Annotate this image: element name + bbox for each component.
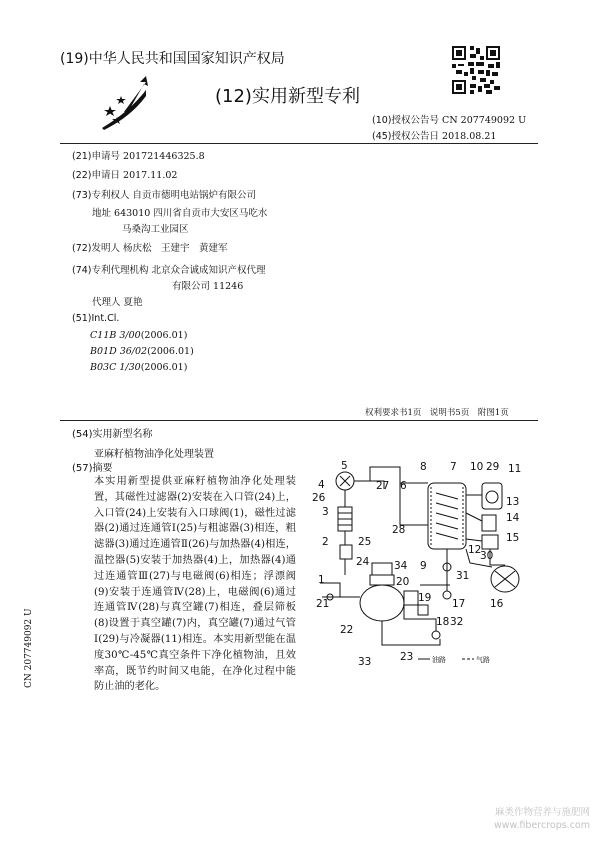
side-publication-number: CN 207749092 U — [24, 608, 34, 688]
pages-info: 权利要求书1页 说明书5页 附图1页 — [365, 408, 509, 418]
watermark-line-2: www.fibercrops.com — [493, 820, 590, 831]
publication-date — [372, 128, 496, 142]
ipc-label — [72, 313, 119, 324]
publication-date-value: 2018.08.21 — [442, 131, 497, 142]
stacked-sieve-shape — [436, 493, 458, 539]
label-30: 30 — [480, 550, 494, 562]
application-number — [72, 148, 205, 162]
document-type: (12)实用新型专利 — [215, 86, 360, 107]
publication-date-label: (45)授权公告日 — [372, 131, 440, 142]
legend-oil: 油路 — [432, 656, 446, 664]
section-divider — [60, 420, 538, 421]
label-28: 28 — [392, 524, 406, 536]
inventors-value: 杨庆松 王建宇 黄建军 — [123, 243, 228, 254]
publication-number-label: (10)授权公告号 — [372, 115, 440, 126]
ipc-version: (2006.01) — [147, 346, 194, 357]
label-12: 12 — [468, 544, 482, 556]
magnetic-filter-shape — [340, 545, 352, 559]
label-9: 9 — [420, 560, 427, 572]
publication-number — [372, 112, 526, 126]
ipc-entry — [90, 346, 194, 357]
label-32: 32 — [450, 616, 464, 628]
label-21: 21 — [316, 598, 330, 610]
watermark-line-1: 麻类作物营养与施肥网 — [494, 807, 590, 818]
issuing-office: (19)中华人民共和国国家知识产权局 — [60, 51, 285, 67]
application-number-value: 201721446325.8 — [123, 151, 205, 162]
address — [92, 205, 267, 219]
header-divider — [60, 143, 538, 144]
agent-label: 代理人 — [92, 297, 121, 308]
inventors — [72, 240, 228, 254]
patentee — [72, 187, 256, 201]
inventors-label: (72)发明人 — [72, 243, 121, 254]
patentee-value: 自贡市德明电站锅炉有限公司 — [132, 190, 257, 201]
label-11: 11 — [508, 463, 522, 475]
label-15: 15 — [506, 532, 520, 544]
address-label: 地址 — [92, 208, 112, 219]
ipc-version: (2006.01) — [140, 362, 188, 373]
abstract-section-label: (57)摘要 — [72, 463, 113, 474]
label-26: 26 — [312, 492, 326, 504]
agency-label: (74)专利代理机构 — [72, 265, 149, 276]
label-23: 23 — [400, 651, 414, 663]
label-14: 14 — [506, 512, 520, 524]
ipc-code: B03C 1/30 — [90, 362, 141, 373]
agency-line-1: 北京众合诚成知识产权代理 — [151, 265, 266, 276]
label-33: 33 — [358, 656, 372, 668]
label-19: 19 — [418, 592, 432, 604]
label-3: 3 — [322, 506, 329, 518]
ipc-code: C11B 3/00 — [90, 330, 141, 341]
label-6: 6 — [400, 480, 407, 492]
label-1: 1 — [318, 574, 325, 586]
label-2: 2 — [322, 536, 329, 548]
label-20: 20 — [396, 576, 410, 588]
ipc-code: B01D 36/02 — [90, 346, 148, 357]
label-10: 10 — [470, 461, 484, 473]
application-date-value: 2017.11.02 — [123, 170, 178, 181]
label-31: 31 — [456, 570, 470, 582]
utility-model-title: 亚麻籽植物油净化处理装置 — [94, 449, 214, 460]
address-line-1: 643010 四川省自贡市大安区马吃水 — [114, 208, 268, 219]
qr-code — [452, 46, 500, 94]
label-8: 8 — [420, 461, 427, 473]
ipc-entry — [90, 330, 187, 341]
application-number-label: (21)申请号 — [72, 151, 121, 162]
condenser-shape — [482, 483, 502, 509]
agency — [72, 262, 266, 276]
label-13: 13 — [506, 496, 520, 508]
label-16: 16 — [490, 598, 504, 610]
agent-value: 夏艳 — [123, 297, 143, 308]
apparatus-diagram — [300, 455, 530, 670]
ipc-entry — [90, 362, 187, 373]
label-29: 29 — [486, 461, 500, 473]
label-7: 7 — [450, 461, 457, 473]
application-date-label: (22)申请日 — [72, 170, 121, 181]
title-section-label: (54)实用新型名称 — [72, 429, 153, 440]
application-date — [72, 167, 177, 181]
lower-tank-shape — [360, 585, 404, 621]
abstract-text: 本实用新型提供亚麻籽植物油净化处理装置，其磁性过滤器(2)安装在入口管(24)上，入口管(24)上安装有入口球阀(1)，磁性过滤器(2)通过连通管Ⅰ(25)与粗滤器(3)相连，粗滤器(3)通过连通管Ⅱ(26)与加热器(4)相连，温控器(5)安装于加热器(4)上，加热器(4)通过连通管Ⅲ(27)与电磁阀(6)相连；浮漂阀(9)安装于连通管Ⅳ(28)上，电磁阀(6)通过连通管Ⅳ(28)与真空罐(7)相连，叠层筛板(8)设置于真空罐(7)内，真空罐(7)通过气管Ⅰ(29)与冷凝器(11)相连。本实用新型能在温度30℃-45℃真空条件下净化植物油，且效率高，既节约时间又电能，在净化过程中能防止油的老化。 — [94, 476, 296, 693]
label-34: 34 — [394, 560, 408, 572]
label-27: 27 — [376, 480, 390, 492]
address-line-2: 马桑沟工业园区 — [122, 224, 189, 235]
legend-gas: 气路 — [476, 656, 490, 664]
label-18: 18 — [436, 616, 450, 628]
ipc-label-text: (51)Int.Cl. — [72, 313, 120, 324]
cnipa-logo — [88, 72, 150, 130]
watermark — [466, 806, 590, 832]
label-22: 22 — [340, 624, 354, 636]
label-4: 4 — [318, 479, 325, 491]
publication-number-value: CN 207749092 U — [442, 115, 527, 126]
agency-line-2: 有限公司 11246 — [172, 281, 244, 292]
agent — [92, 294, 143, 308]
label-5: 5 — [341, 460, 348, 472]
label-25: 25 — [358, 536, 372, 548]
patentee-label: (73)专利权人 — [72, 190, 130, 201]
label-24: 24 — [356, 556, 370, 568]
label-17: 17 — [452, 598, 466, 610]
tank-34-shape — [372, 563, 392, 575]
ipc-version: (2006.01) — [140, 330, 188, 341]
